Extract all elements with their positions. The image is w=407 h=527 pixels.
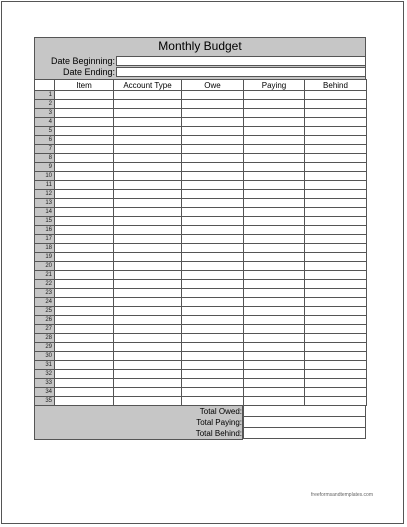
- table-row: [35, 370, 367, 379]
- account-type-cell[interactable]: [114, 145, 182, 154]
- account-type-cell[interactable]: [114, 253, 182, 262]
- row-number: 18: [35, 244, 55, 253]
- behind-cell[interactable]: [305, 100, 367, 109]
- paying-cell[interactable]: [244, 136, 305, 145]
- behind-cell[interactable]: [305, 388, 367, 397]
- row-number: 29: [35, 343, 55, 352]
- owe-cell[interactable]: [182, 289, 244, 298]
- behind-cell[interactable]: [305, 199, 367, 208]
- account-type-cell[interactable]: [114, 181, 182, 190]
- table-row: [35, 388, 367, 397]
- paying-cell[interactable]: [244, 163, 305, 172]
- table-row: [35, 118, 367, 127]
- account-type-cell[interactable]: [114, 352, 182, 361]
- item-cell[interactable]: [55, 298, 114, 307]
- account-type-cell[interactable]: [114, 226, 182, 235]
- account-type-cell[interactable]: [114, 235, 182, 244]
- table-row: [35, 244, 367, 253]
- item-cell[interactable]: [55, 316, 114, 325]
- row-number: 7: [35, 145, 55, 154]
- item-cell[interactable]: [55, 262, 114, 271]
- paying-cell[interactable]: [244, 172, 305, 181]
- total-paying-row: [34, 417, 366, 428]
- account-type-cell[interactable]: [114, 343, 182, 352]
- owe-cell[interactable]: [182, 145, 244, 154]
- paying-cell[interactable]: [244, 289, 305, 298]
- column-header-owe: Owe: [182, 80, 244, 91]
- paying-cell[interactable]: [244, 91, 305, 100]
- owe-cell[interactable]: [182, 190, 244, 199]
- behind-cell[interactable]: [305, 253, 367, 262]
- owe-cell[interactable]: [182, 208, 244, 217]
- total-paying-label: Total Paying:: [196, 418, 242, 427]
- owe-cell[interactable]: [182, 271, 244, 280]
- item-cell[interactable]: [55, 208, 114, 217]
- paying-cell[interactable]: [244, 325, 305, 334]
- account-type-cell[interactable]: [114, 100, 182, 109]
- behind-cell[interactable]: [305, 280, 367, 289]
- row-number: 10: [35, 172, 55, 181]
- owe-cell[interactable]: [182, 217, 244, 226]
- table-row: [35, 163, 367, 172]
- behind-cell[interactable]: [305, 91, 367, 100]
- behind-cell[interactable]: [305, 307, 367, 316]
- owe-cell[interactable]: [182, 109, 244, 118]
- row-number: 32: [35, 370, 55, 379]
- account-type-cell[interactable]: [114, 262, 182, 271]
- owe-cell[interactable]: [182, 325, 244, 334]
- row-number: 11: [35, 181, 55, 190]
- owe-cell[interactable]: [182, 280, 244, 289]
- item-cell[interactable]: [55, 235, 114, 244]
- account-type-cell[interactable]: [114, 298, 182, 307]
- item-cell[interactable]: [55, 172, 114, 181]
- item-cell[interactable]: [55, 253, 114, 262]
- row-number: 5: [35, 127, 55, 136]
- owe-cell[interactable]: [182, 118, 244, 127]
- table-row: [35, 127, 367, 136]
- item-cell[interactable]: [55, 109, 114, 118]
- row-number: 15: [35, 217, 55, 226]
- total-paying-field[interactable]: [243, 417, 366, 428]
- table-row: [35, 379, 367, 388]
- owe-cell[interactable]: [182, 127, 244, 136]
- date-beginning-label: Date Beginning:: [50, 56, 115, 66]
- owe-cell[interactable]: [182, 163, 244, 172]
- row-number: 21: [35, 271, 55, 280]
- account-type-cell[interactable]: [114, 172, 182, 181]
- table-row: [35, 199, 367, 208]
- owe-cell[interactable]: [182, 136, 244, 145]
- table-row: [35, 262, 367, 271]
- item-cell[interactable]: [55, 271, 114, 280]
- paying-cell[interactable]: [244, 361, 305, 370]
- table-row: [35, 172, 367, 181]
- total-owed-field[interactable]: [243, 406, 366, 417]
- behind-cell[interactable]: [305, 316, 367, 325]
- paying-cell[interactable]: [244, 379, 305, 388]
- account-type-cell[interactable]: [114, 136, 182, 145]
- account-type-cell[interactable]: [114, 307, 182, 316]
- item-cell[interactable]: [55, 361, 114, 370]
- date-ending-field[interactable]: [116, 67, 366, 77]
- account-type-cell[interactable]: [114, 190, 182, 199]
- owe-cell[interactable]: [182, 352, 244, 361]
- paying-cell[interactable]: [244, 181, 305, 190]
- item-cell[interactable]: [55, 136, 114, 145]
- paying-cell[interactable]: [244, 397, 305, 406]
- paying-cell[interactable]: [244, 280, 305, 289]
- footer-text: freeformsandtemplates.com: [311, 492, 373, 498]
- account-type-cell[interactable]: [114, 334, 182, 343]
- table-row: [35, 109, 367, 118]
- behind-cell[interactable]: [305, 226, 367, 235]
- row-number: 2: [35, 100, 55, 109]
- row-number: 14: [35, 208, 55, 217]
- table-row: [35, 343, 367, 352]
- table-row: [35, 298, 367, 307]
- item-cell[interactable]: [55, 217, 114, 226]
- paying-cell[interactable]: [244, 208, 305, 217]
- table-row: [35, 181, 367, 190]
- paying-cell[interactable]: [244, 235, 305, 244]
- behind-cell[interactable]: [305, 298, 367, 307]
- owe-cell[interactable]: [182, 172, 244, 181]
- item-cell[interactable]: [55, 190, 114, 199]
- budget-table: [34, 79, 367, 406]
- row-number: 34: [35, 388, 55, 397]
- column-header-account-type: Account Type: [114, 80, 182, 91]
- paying-cell[interactable]: [244, 127, 305, 136]
- account-type-cell[interactable]: [114, 388, 182, 397]
- account-type-cell[interactable]: [114, 244, 182, 253]
- total-behind-label: Total Behind:: [195, 429, 242, 438]
- row-number: 33: [35, 379, 55, 388]
- paying-cell[interactable]: [244, 118, 305, 127]
- behind-cell[interactable]: [305, 271, 367, 280]
- row-number: 35: [35, 397, 55, 406]
- owe-cell[interactable]: [182, 307, 244, 316]
- row-number: 20: [35, 262, 55, 271]
- owe-cell[interactable]: [182, 343, 244, 352]
- page-title: Monthly Budget: [158, 39, 242, 53]
- row-number: 13: [35, 199, 55, 208]
- owe-cell[interactable]: [182, 91, 244, 100]
- row-number: 28: [35, 334, 55, 343]
- owe-cell[interactable]: [182, 379, 244, 388]
- form-header: [34, 37, 366, 79]
- table-row: [35, 334, 367, 343]
- item-cell[interactable]: [55, 226, 114, 235]
- account-type-cell[interactable]: [114, 361, 182, 370]
- table-row: [35, 145, 367, 154]
- item-cell[interactable]: [55, 100, 114, 109]
- table-row: [35, 325, 367, 334]
- paying-cell[interactable]: [244, 316, 305, 325]
- total-behind-field[interactable]: [243, 428, 366, 439]
- paying-cell[interactable]: [244, 154, 305, 163]
- table-row: [35, 100, 367, 109]
- row-number: 4: [35, 118, 55, 127]
- owe-cell[interactable]: [182, 100, 244, 109]
- paying-cell[interactable]: [244, 217, 305, 226]
- item-cell[interactable]: [55, 388, 114, 397]
- row-number: 25: [35, 307, 55, 316]
- behind-cell[interactable]: [305, 235, 367, 244]
- table-header-row: [35, 80, 367, 91]
- paying-cell[interactable]: [244, 271, 305, 280]
- behind-cell[interactable]: [305, 370, 367, 379]
- row-number: 6: [35, 136, 55, 145]
- behind-cell[interactable]: [305, 343, 367, 352]
- owe-cell[interactable]: [182, 388, 244, 397]
- behind-cell[interactable]: [305, 145, 367, 154]
- table-row: [35, 136, 367, 145]
- paying-cell[interactable]: [244, 199, 305, 208]
- item-cell[interactable]: [55, 145, 114, 154]
- row-number: 22: [35, 280, 55, 289]
- date-beginning-row: [35, 56, 367, 67]
- owe-cell[interactable]: [182, 181, 244, 190]
- item-cell[interactable]: [55, 118, 114, 127]
- paying-cell[interactable]: [244, 145, 305, 154]
- account-type-cell[interactable]: [114, 217, 182, 226]
- column-header-behind: Behind: [305, 80, 367, 91]
- item-cell[interactable]: [55, 370, 114, 379]
- item-cell[interactable]: [55, 91, 114, 100]
- table-row: [35, 208, 367, 217]
- account-type-cell[interactable]: [114, 289, 182, 298]
- row-number: 12: [35, 190, 55, 199]
- owe-cell[interactable]: [182, 244, 244, 253]
- account-type-cell[interactable]: [114, 397, 182, 406]
- item-cell[interactable]: [55, 352, 114, 361]
- paying-cell[interactable]: [244, 352, 305, 361]
- owe-cell[interactable]: [182, 298, 244, 307]
- column-header-number: [35, 80, 55, 91]
- behind-cell[interactable]: [305, 397, 367, 406]
- account-type-cell[interactable]: [114, 316, 182, 325]
- account-type-cell[interactable]: [114, 325, 182, 334]
- owe-cell[interactable]: [182, 316, 244, 325]
- table-row: [35, 91, 367, 100]
- behind-cell[interactable]: [305, 136, 367, 145]
- paying-cell[interactable]: [244, 190, 305, 199]
- row-number: 31: [35, 361, 55, 370]
- owe-cell[interactable]: [182, 235, 244, 244]
- behind-cell[interactable]: [305, 289, 367, 298]
- item-cell[interactable]: [55, 154, 114, 163]
- date-beginning-field[interactable]: [116, 56, 366, 66]
- behind-cell[interactable]: [305, 217, 367, 226]
- owe-cell[interactable]: [182, 226, 244, 235]
- table-row: [35, 235, 367, 244]
- table-row: [35, 361, 367, 370]
- account-type-cell[interactable]: [114, 208, 182, 217]
- paying-cell[interactable]: [244, 253, 305, 262]
- behind-cell[interactable]: [305, 208, 367, 217]
- table-row: [35, 253, 367, 262]
- owe-cell[interactable]: [182, 334, 244, 343]
- table-row: [35, 226, 367, 235]
- account-type-cell[interactable]: [114, 118, 182, 127]
- row-number: 3: [35, 109, 55, 118]
- table-row: [35, 397, 367, 406]
- paying-cell[interactable]: [244, 334, 305, 343]
- table-row: [35, 352, 367, 361]
- account-type-cell[interactable]: [114, 271, 182, 280]
- owe-cell[interactable]: [182, 253, 244, 262]
- budget-form: [34, 37, 366, 440]
- item-cell[interactable]: [55, 307, 114, 316]
- owe-cell[interactable]: [182, 199, 244, 208]
- owe-cell[interactable]: [182, 370, 244, 379]
- date-ending-label: Date Ending:: [62, 67, 115, 77]
- item-cell[interactable]: [55, 244, 114, 253]
- account-type-cell[interactable]: [114, 199, 182, 208]
- table-row: [35, 190, 367, 199]
- column-header-paying: Paying: [244, 80, 305, 91]
- behind-cell[interactable]: [305, 172, 367, 181]
- item-cell[interactable]: [55, 334, 114, 343]
- table-row: [35, 217, 367, 226]
- behind-cell[interactable]: [305, 109, 367, 118]
- paying-cell[interactable]: [244, 343, 305, 352]
- row-number: 27: [35, 325, 55, 334]
- account-type-cell[interactable]: [114, 280, 182, 289]
- item-cell[interactable]: [55, 127, 114, 136]
- row-number: 23: [35, 289, 55, 298]
- paying-cell[interactable]: [244, 298, 305, 307]
- paying-cell[interactable]: [244, 109, 305, 118]
- total-owed-label: Total Owed:: [199, 407, 242, 416]
- row-number: 26: [35, 316, 55, 325]
- paying-cell[interactable]: [244, 370, 305, 379]
- row-number: 17: [35, 235, 55, 244]
- account-type-cell[interactable]: [114, 109, 182, 118]
- row-number: 1: [35, 91, 55, 100]
- item-cell[interactable]: [55, 325, 114, 334]
- paying-cell[interactable]: [244, 226, 305, 235]
- behind-cell[interactable]: [305, 190, 367, 199]
- table-row: [35, 316, 367, 325]
- total-behind-row: [34, 428, 366, 439]
- date-ending-row: [35, 67, 367, 78]
- behind-cell[interactable]: [305, 325, 367, 334]
- account-type-cell[interactable]: [114, 163, 182, 172]
- paying-cell[interactable]: [244, 307, 305, 316]
- item-cell[interactable]: [55, 289, 114, 298]
- behind-cell[interactable]: [305, 244, 367, 253]
- column-header-item: Item: [55, 80, 114, 91]
- owe-cell[interactable]: [182, 154, 244, 163]
- behind-cell[interactable]: [305, 154, 367, 163]
- account-type-cell[interactable]: [114, 379, 182, 388]
- behind-cell[interactable]: [305, 262, 367, 271]
- table-row: [35, 289, 367, 298]
- owe-cell[interactable]: [182, 262, 244, 271]
- row-number: 24: [35, 298, 55, 307]
- item-cell[interactable]: [55, 199, 114, 208]
- totals-section: [34, 406, 366, 440]
- row-number: 16: [35, 226, 55, 235]
- row-number: 9: [35, 163, 55, 172]
- account-type-cell[interactable]: [114, 154, 182, 163]
- account-type-cell[interactable]: [114, 127, 182, 136]
- row-number: 8: [35, 154, 55, 163]
- behind-cell[interactable]: [305, 127, 367, 136]
- behind-cell[interactable]: [305, 163, 367, 172]
- behind-cell[interactable]: [305, 379, 367, 388]
- behind-cell[interactable]: [305, 361, 367, 370]
- table-row: [35, 154, 367, 163]
- behind-cell[interactable]: [305, 352, 367, 361]
- row-number: 30: [35, 352, 55, 361]
- owe-cell[interactable]: [182, 361, 244, 370]
- behind-cell[interactable]: [305, 181, 367, 190]
- item-cell[interactable]: [55, 181, 114, 190]
- table-row: [35, 280, 367, 289]
- paying-cell[interactable]: [244, 388, 305, 397]
- item-cell[interactable]: [55, 379, 114, 388]
- row-number: 19: [35, 253, 55, 262]
- paying-cell[interactable]: [244, 244, 305, 253]
- item-cell[interactable]: [55, 343, 114, 352]
- behind-cell[interactable]: [305, 118, 367, 127]
- behind-cell[interactable]: [305, 334, 367, 343]
- owe-cell[interactable]: [182, 397, 244, 406]
- paying-cell[interactable]: [244, 100, 305, 109]
- item-cell[interactable]: [55, 397, 114, 406]
- table-row: [35, 307, 367, 316]
- total-owed-row: [34, 406, 366, 417]
- item-cell[interactable]: [55, 280, 114, 289]
- paying-cell[interactable]: [244, 262, 305, 271]
- item-cell[interactable]: [55, 163, 114, 172]
- account-type-cell[interactable]: [114, 91, 182, 100]
- account-type-cell[interactable]: [114, 370, 182, 379]
- table-row: [35, 271, 367, 280]
